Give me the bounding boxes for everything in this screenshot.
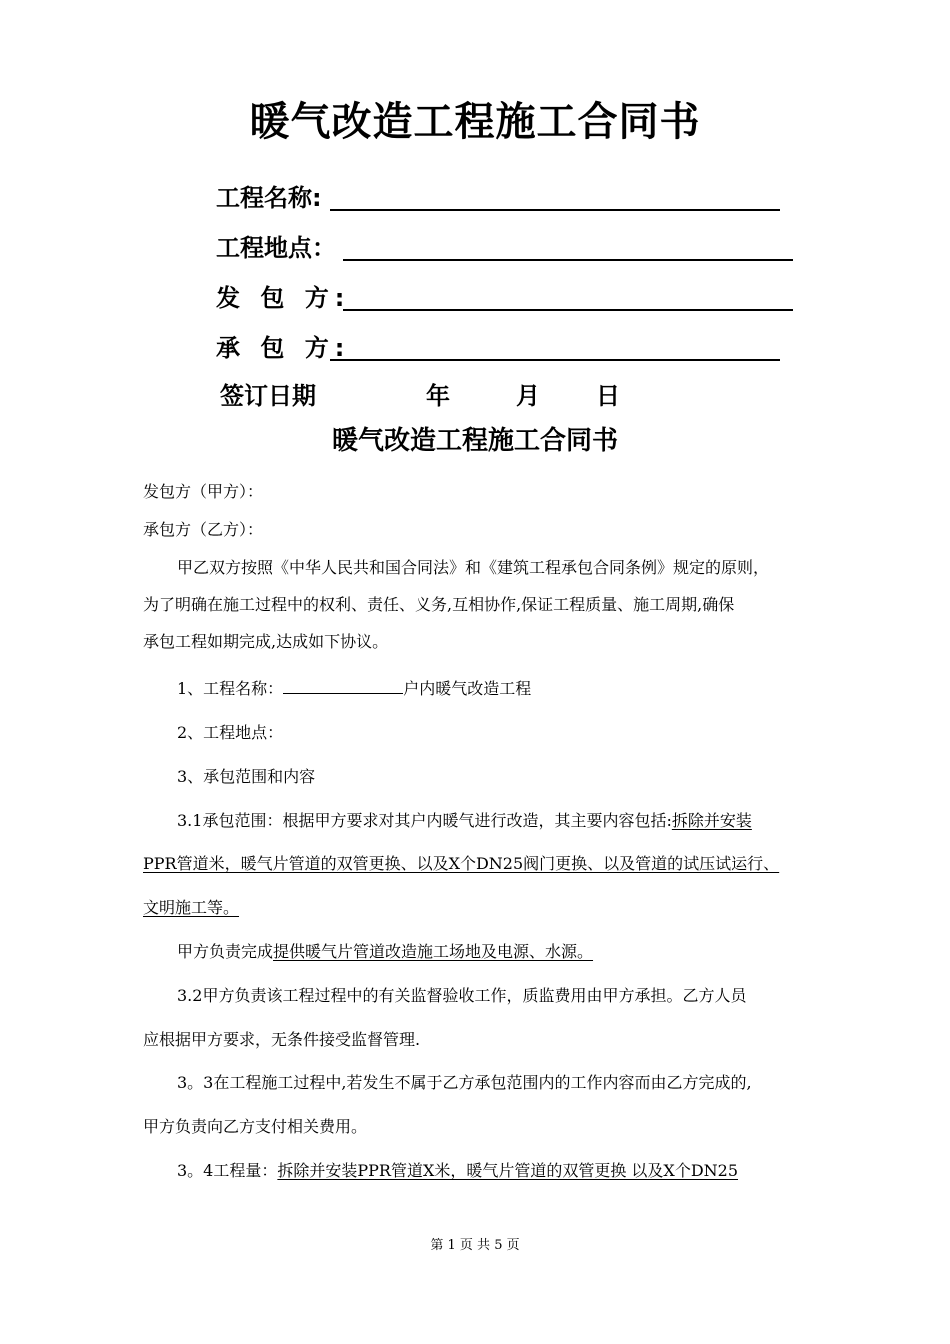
item-3-2-line-2: 应根据甲方要求，无条件接受监督管理. xyxy=(143,1030,421,1049)
item-1 xyxy=(143,671,809,707)
item-1-prefix: 1、工程名称： xyxy=(177,679,284,698)
intro-line-2: 为了明确在施工过程中的权利、责任、义务,互相协作,保证工程质量、施工周期,确保 xyxy=(143,595,735,614)
item-3-1-underlined-2: PPR管道米，暖气片管道的双管更换、以及X个DN25阀门更换、以及管道的试压试运行、 xyxy=(143,854,780,873)
party-a-duty-prefix: 甲方负责完成 xyxy=(177,942,274,961)
party-a-duty-underlined: 提供暖气片管道改造施工场地及电源、水源。 xyxy=(273,942,594,961)
item-3-4 xyxy=(143,1153,809,1189)
sign-month-label: 月 xyxy=(516,382,540,410)
cover-title: 暖气改造工程施工合同书 xyxy=(249,99,701,145)
item-3: 3、承包范围和内容 xyxy=(177,767,316,786)
employer-line xyxy=(343,309,793,311)
item-3-4-prefix: 3。4工程量： xyxy=(177,1161,278,1180)
item-3-1-line-1 xyxy=(143,803,809,839)
party-a-duty xyxy=(143,934,809,970)
employer-label: 发 包 方: xyxy=(216,284,351,312)
item-3-1-line-3 xyxy=(143,890,809,926)
contractor-field xyxy=(216,328,350,363)
project-name-label: 工程名称: xyxy=(216,184,322,212)
sign-year-label: 年 xyxy=(426,382,450,410)
item-3-1-line-2 xyxy=(143,846,809,882)
sign-date-label: 签订日期 xyxy=(220,382,316,410)
contract-title: 暖气改造工程施工合同书 xyxy=(331,426,618,456)
project-name-line xyxy=(330,209,780,211)
project-location-line xyxy=(343,259,793,261)
employer-field xyxy=(216,278,350,313)
item-2: 2、工程地点： xyxy=(177,723,284,742)
party-a-line: 发包方（甲方）： xyxy=(143,482,264,501)
item-3-3-line-2: 甲方负责向乙方支付相关费用。 xyxy=(143,1117,368,1136)
project-name-blank xyxy=(283,679,403,694)
intro-line-3: 承包工程如期完成,达成如下协议。 xyxy=(143,632,389,651)
project-name-field xyxy=(216,178,322,213)
intro-line-1: 甲乙双方按照《中华人民共和国合同法》和《建筑工程承包合同条例》规定的原则， xyxy=(177,558,770,577)
item-1-suffix: 户内暖气改造工程 xyxy=(403,679,532,698)
contractor-label: 承 包 方: xyxy=(216,334,351,362)
item-3-2-line-1: 3.2甲方负责该工程过程中的有关监督验收工作，质监费用由甲方承担。乙方人员 xyxy=(177,986,747,1005)
party-b-line: 承包方（乙方）： xyxy=(143,520,264,539)
project-location-label: 工程地点： xyxy=(216,234,336,262)
item-3-1-underlined-3: 文明施工等。 xyxy=(143,898,240,917)
page-number: 第 1 页 共 5 页 xyxy=(430,1238,520,1253)
item-3-1-underlined-1: 拆除并安装 xyxy=(671,811,752,830)
item-3-4-underlined: 拆除并安装PPR管道X米，暖气片管道的双管更换 以及X个DN25 xyxy=(277,1161,739,1180)
project-location-field xyxy=(216,228,336,263)
sign-day-label: 日 xyxy=(596,382,620,410)
item-3-1-prefix: 3.1承包范围：根据甲方要求对其户内暖气进行改造，其主要内容包括: xyxy=(177,811,672,830)
item-3-3-line-1: 3。3在工程施工过程中,若发生不属于乙方承包范围内的工作内容而由乙方完成的, xyxy=(177,1073,752,1092)
contractor-line xyxy=(330,359,780,361)
